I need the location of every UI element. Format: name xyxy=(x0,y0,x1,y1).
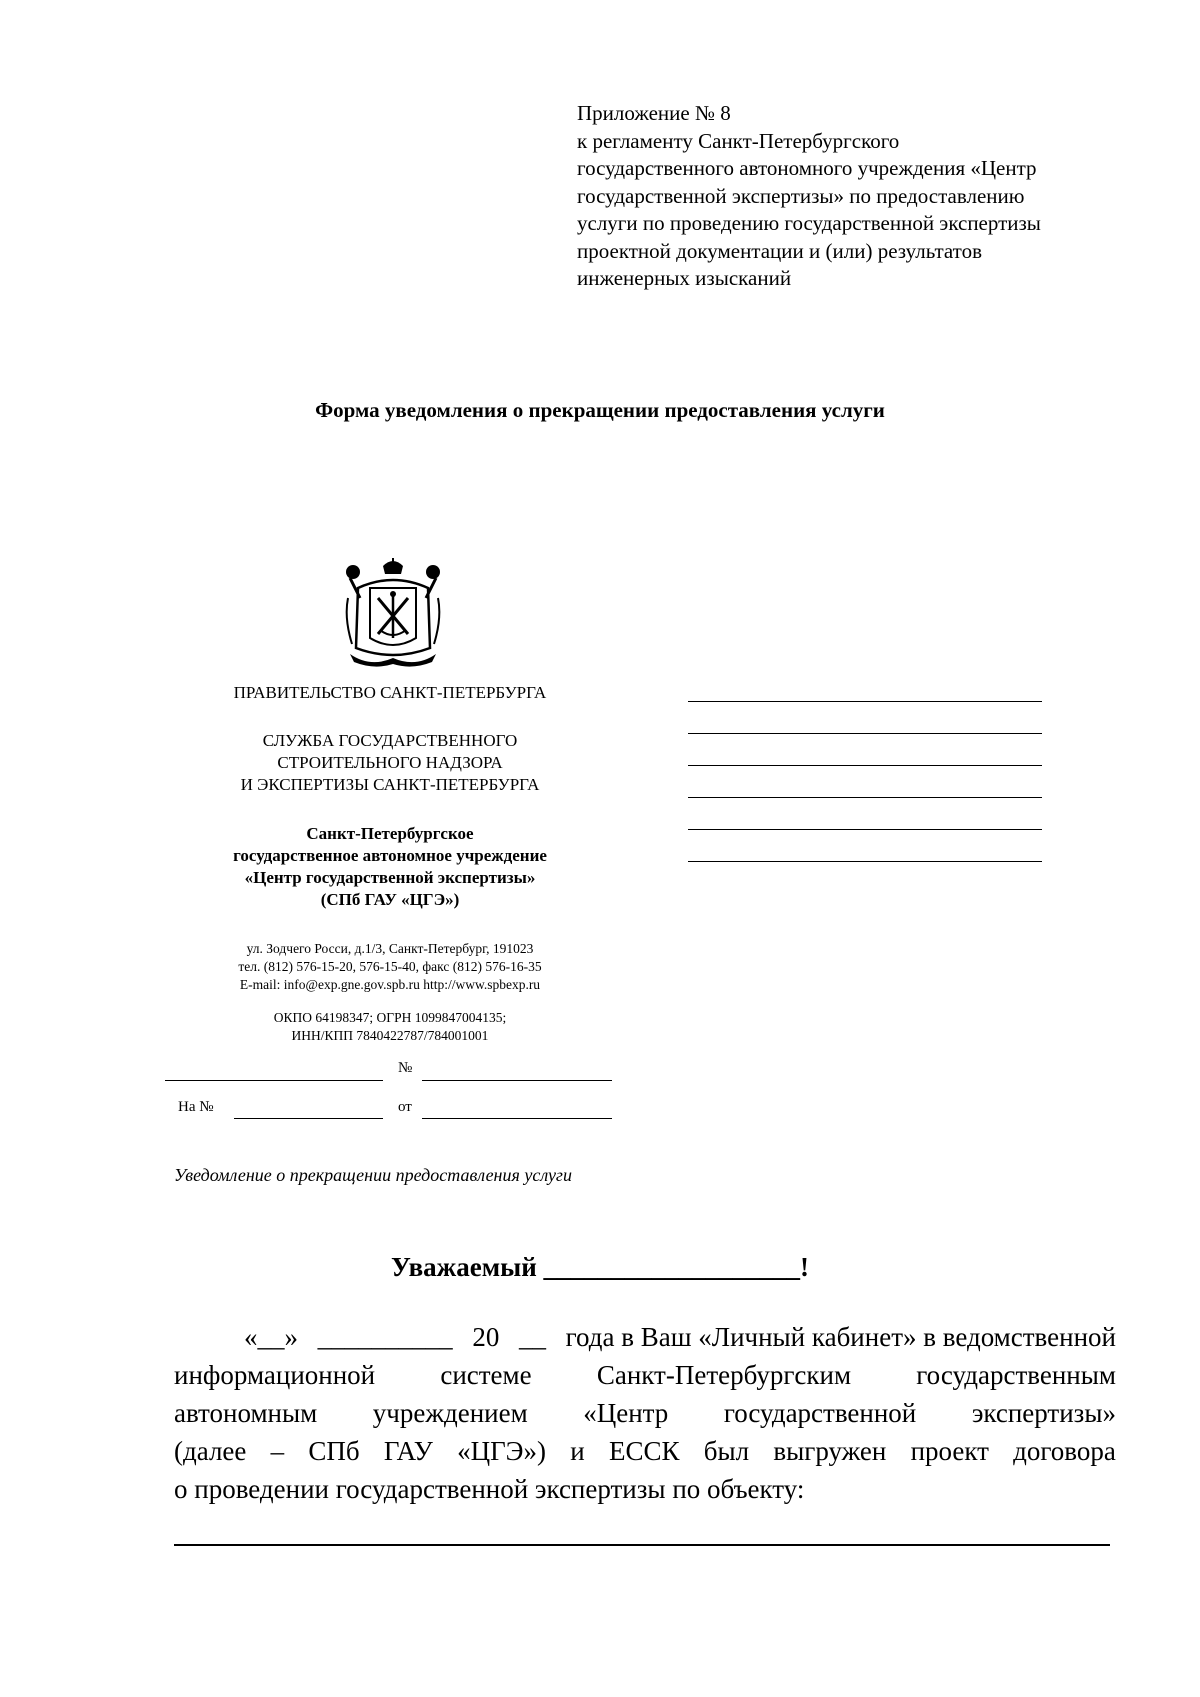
body-line: о проведении государственной экспертизы по объекту: xyxy=(174,1474,805,1504)
body-word: – xyxy=(270,1436,285,1466)
org-line: «Центр государственной экспертизы» xyxy=(244,868,536,887)
ref-number-label: На № xyxy=(178,1099,214,1115)
body-line xyxy=(174,1394,1116,1432)
appendix-line: к регламенту Санкт-Петербургского xyxy=(577,128,900,153)
number-field[interactable] xyxy=(422,1080,612,1081)
recipient-line[interactable] xyxy=(688,829,1042,830)
body-word: государственной xyxy=(723,1398,917,1428)
body-word: договора xyxy=(1013,1436,1116,1466)
salutation: Уважаемый ___________________! xyxy=(390,1252,809,1282)
ref-date-field[interactable] xyxy=(422,1118,612,1119)
form-title: Форма уведомления о прекращении предоставления услуги xyxy=(315,398,885,422)
appendix-line: проектной документации и (или) результатов xyxy=(577,238,982,263)
body-word: государственным xyxy=(916,1360,1116,1390)
body-word: учреждением xyxy=(372,1398,528,1428)
contact-line: тел. (812) 576-15-20, 576-15-40, факс (812) 576-16-35 xyxy=(238,959,542,974)
recipient-line[interactable] xyxy=(688,797,1042,798)
org-line: Санкт-Петербургское xyxy=(306,824,474,843)
body-word: «Центр xyxy=(583,1398,669,1428)
appendix-line: государственной экспертизы» по предоставлению xyxy=(577,183,1025,208)
government-title: ПРАВИТЕЛЬСТВО САНКТ-ПЕТЕРБУРГА xyxy=(233,683,547,702)
body-word: ГАУ xyxy=(383,1436,433,1466)
body-word: (далее xyxy=(174,1436,247,1466)
body-line xyxy=(174,1318,1116,1356)
appendix-block xyxy=(577,100,1137,293)
appendix-line: инженерных изысканий xyxy=(577,266,792,290)
contact-line: E-mail: info@exp.gne.gov.spb.ru http://www.spbexp.ru xyxy=(239,977,541,992)
org-line: (СПб ГАУ «ЦГЭ») xyxy=(320,890,460,909)
body-line xyxy=(174,1432,1116,1470)
body-paragraph xyxy=(174,1318,1116,1508)
service-name xyxy=(160,730,620,796)
spb-coat-of-arms-icon xyxy=(340,558,446,670)
recipient-line[interactable] xyxy=(688,733,1042,734)
date-field[interactable] xyxy=(165,1080,383,1081)
body-word: и xyxy=(570,1436,585,1466)
contact-line: ул. Зодчего Росси, д.1/3, Санкт-Петербург, 191023 xyxy=(246,941,534,956)
body-word: был xyxy=(703,1436,750,1466)
recipient-line[interactable] xyxy=(688,861,1042,862)
body-word: «__» xyxy=(244,1322,298,1352)
body-word: года в Ваш «Личный кабинет» в ведомственной xyxy=(565,1322,1116,1352)
body-word: СПб xyxy=(308,1436,360,1466)
body-word: автономным xyxy=(174,1398,318,1428)
service-line: СЛУЖБА ГОСУДАРСТВЕННОГО xyxy=(262,731,518,750)
appendix-line: государственного автономного учреждения «Центр xyxy=(577,156,1037,180)
body-word: Санкт-Петербургским xyxy=(596,1360,852,1390)
body-word: «ЦГЭ») xyxy=(457,1436,547,1466)
body-word: __ xyxy=(518,1322,546,1352)
recipient-line[interactable] xyxy=(688,701,1042,702)
body-word: ЕССК xyxy=(608,1436,680,1466)
org-line: государственное автономное учреждение xyxy=(233,846,547,865)
body-line xyxy=(174,1356,1116,1394)
service-line: И ЭКСПЕРТИЗЫ САНКТ-ПЕТЕРБУРГА xyxy=(240,775,540,794)
code-line: ИНН/КПП 7840422787/784001001 xyxy=(291,1028,489,1043)
appendix-line: услуги по проведению государственной экспертизы xyxy=(577,211,1041,235)
recipient-line[interactable] xyxy=(688,765,1042,766)
ref-date-label: от xyxy=(398,1099,412,1115)
body-word: экспертизы» xyxy=(971,1398,1116,1428)
appendix-line: Приложение № 8 xyxy=(577,101,731,125)
registration-codes xyxy=(160,1009,620,1045)
body-word: выгружен xyxy=(773,1436,887,1466)
organization-name xyxy=(160,823,620,911)
body-word: 20 xyxy=(472,1322,500,1352)
number-label: № xyxy=(398,1060,413,1076)
body-word: __________ xyxy=(317,1322,453,1352)
object-field[interactable] xyxy=(174,1544,1110,1546)
code-line: ОКПО 64198347; ОГРН 1099847004135; xyxy=(273,1010,507,1025)
body-word: проект xyxy=(910,1436,989,1466)
body-word: информационной xyxy=(174,1360,376,1390)
notice-title: Уведомление о прекращении предоставления услуги xyxy=(174,1165,572,1185)
service-line: СТРОИТЕЛЬНОГО НАДЗОРА xyxy=(277,753,503,772)
contacts xyxy=(160,940,620,994)
ref-number-field[interactable] xyxy=(234,1118,383,1119)
body-word: системе xyxy=(440,1360,532,1390)
